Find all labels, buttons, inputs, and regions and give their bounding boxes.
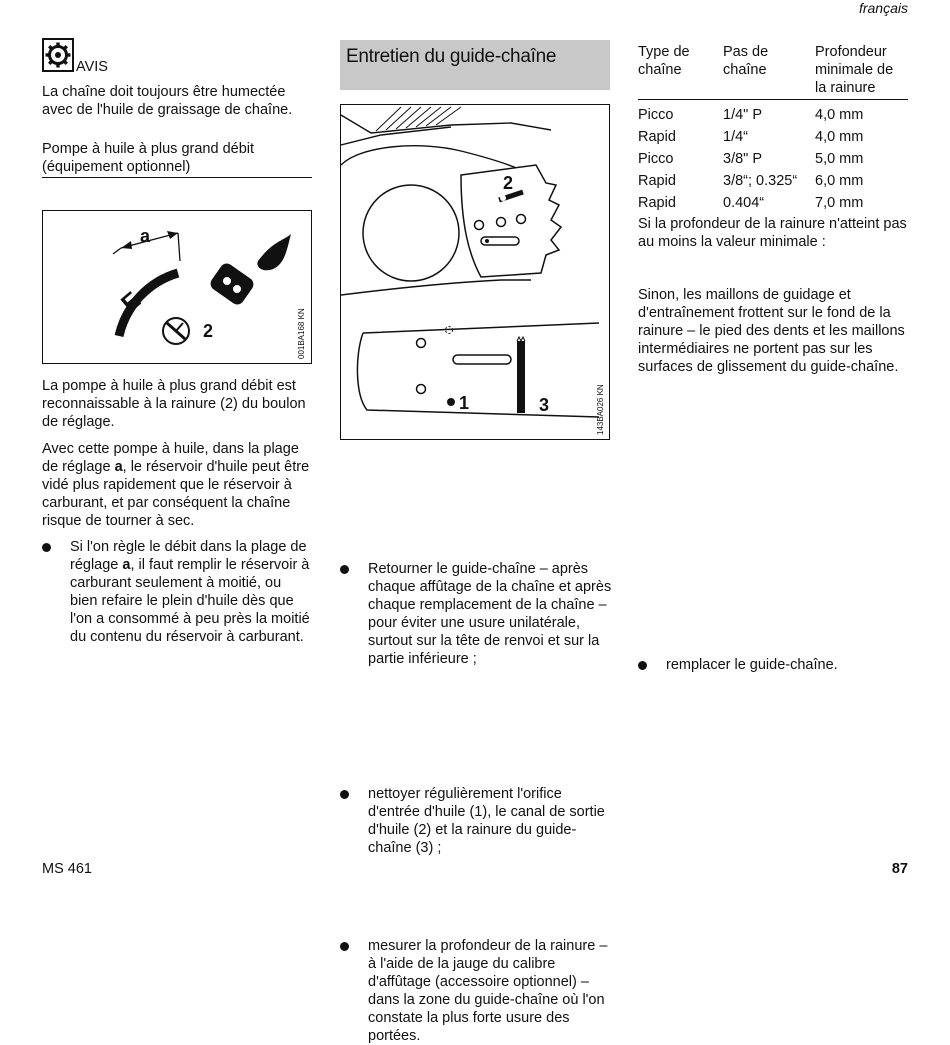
pump-bullet-pre: Si l'on règle le débit dans la plage de réglage [70,539,307,573]
guide-bar-figure [340,104,610,440]
table-cell: Rapid [638,195,676,211]
maintenance-bullet-1-text: Retourner le guide-chaîne – après chaque affûtage de la chaîne et après chaque remplacement de la chaîne – pour éviter une usure unilatérale, surtout sur la tête de renvoi et sur la partie inférieure ; [368,561,612,667]
notice-block [42,38,312,74]
notice-text: La chaîne doit toujours être humectée avec de l'huile de graissage de chaîne. [42,84,293,118]
table-cell: 6,0 mm [815,173,864,189]
oil-pump-figure [42,210,312,364]
figure1-code: 001BA168 KN [297,308,306,359]
pump-bullet [42,538,312,646]
figure2-code: 143BA026 KN [596,384,605,435]
maintenance-bullet-3 [340,937,612,1045]
maintenance-bullet-1 [340,560,612,668]
table-cell: 4,0 mm [815,129,864,145]
groove-depth-table [638,43,908,214]
pump-heading-line2: (équipement optionnel) [42,159,191,175]
pump-paragraph-2-post: , le réservoir d'huile peut être vidé plus rapidement que le réservoir à carburant, et par conséquent la chaîne risque de tourner à sec. [42,459,310,529]
table-row [638,100,908,127]
bullet-dot [340,942,349,951]
replace-bullet-text: remplacer le guide-chaîne. [666,657,838,673]
table-cell: 1/4“ [723,129,748,145]
table-cell: 1/4" P [723,107,763,123]
table-row [638,148,908,170]
replace-bullet [638,656,910,674]
bullet-dot [340,565,349,574]
depth-paragraph-1: Si la profondeur de la rainure n'atteint pas au moins la valeur minimale : [638,216,907,250]
header-min-depth: Profondeur minimale de la rainure [815,43,908,100]
header-chain-pitch: Pas de chaîne [723,43,815,100]
figure2-label-3: 3 [539,395,550,415]
maintenance-bullet-2 [340,785,612,857]
figure1-label-e: E [116,286,146,318]
table-cell: 3/8" P [723,151,763,167]
bullet-dot [42,543,51,552]
pump-paragraph-1: La pompe à huile à plus grand débit est reconnaissable à la rainure (2) du boulon de réglage. [42,378,306,430]
figure2-label-2: 2 [503,173,514,193]
pump-paragraph-2 [42,440,312,530]
page-number: 87 [891,861,908,877]
table-cell: 4,0 mm [815,107,864,123]
table-row [638,192,908,214]
figure1-label-2: 2 [203,321,214,341]
header-chain-type: Type de chaîne [638,43,723,100]
pump-paragraph-2-bold: a [114,459,123,475]
table-row [638,126,908,148]
bullet-dot [340,790,349,799]
language-label: français [858,0,908,16]
gear-warning-icon [42,38,74,72]
table-cell: Rapid [638,129,676,145]
table-cell: Picco [638,107,674,123]
table-cell: Rapid [638,173,676,189]
notice-label: AVIS [76,59,108,75]
table-cell: 7,0 mm [815,195,864,211]
section-title: Entretien du guide-chaîne [340,40,610,90]
pump-paragraph-2-pre: Avec cette pompe à huile, dans la plage de réglage [42,441,299,475]
bullet-dot [638,661,647,670]
table-cell: 3/8“; 0.325“ [723,173,798,189]
maintenance-bullet-3-text: mesurer la profondeur de la rainure – à l'aide de la jauge du calibre d'affûtage (accessoire optionnel) – dans la zone du guide-chaîne où l'on constate la plus forte usure des portées. [368,938,608,1044]
figure1-label-a: a [140,226,151,246]
depth-paragraph-2: Sinon, les maillons de guidage et d'entraînement frottent sur le fond de la rainure – le pied des dents et les maillons intermédiaires ne portent pas sur les surfaces de glissement du guide-chaîne. [638,287,905,375]
footer-model: MS 461 [42,861,92,877]
figure2-label-1: 1 [459,393,470,413]
pump-bullet-post: , il faut remplir le réservoir à carburant seulement à moitié, ou bien refaire le plein d'huile dès que l'on a consommé à peu près la moitié du contenu du réservoir à carburant. [70,557,310,645]
groove-depth-table-wrap [638,43,910,214]
table-cell: Picco [638,151,674,167]
pump-bullet-bold: a [122,557,131,573]
table-cell: 0.404“ [723,195,765,211]
table-header-row [638,43,908,100]
pump-heading [42,140,312,178]
maintenance-bullet-2-text: nettoyer régulièrement l'orifice d'entrée d'huile (1), le canal de sortie d'huile (2) et la rainure du guide-chaîne (3) ; [368,786,605,856]
table-cell: 5,0 mm [815,151,864,167]
pump-heading-line1: Pompe à huile à plus grand débit [42,141,255,157]
table-row [638,170,908,192]
